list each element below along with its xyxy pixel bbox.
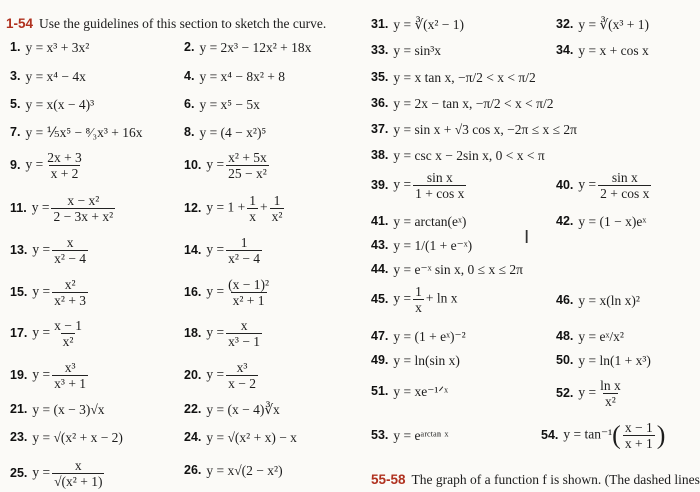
problem-54: 54. y = tan⁻¹( $\frac{x - 1}{x + 1}$ ) bbox=[541, 420, 666, 451]
problem-14: 14. y = $\frac{1}{\text{x² − 4}}$ bbox=[184, 235, 261, 266]
text-cursor-icon: I bbox=[524, 227, 530, 248]
problem-22: 22. y = (x − 4)∛x bbox=[184, 401, 280, 417]
problem-25: 25. y = $\frac{x}{\text{√(x² + 1)}}$ bbox=[10, 458, 103, 489]
problem-34: 34. y = x + cos x bbox=[556, 42, 649, 58]
problem-19: 19. y = $\frac{\text{x³}}{\text{x³ + 1}}$ bbox=[10, 360, 87, 391]
next-section-range: 55-58 bbox=[371, 472, 406, 487]
problem-36: 36. y = 2x − tan x, −π/2 < x < π/2 bbox=[371, 95, 554, 111]
problem-24: 24. y = √(x² + x) − x bbox=[184, 429, 297, 445]
problem-41: 41. y = arctan(eˣ) bbox=[371, 213, 467, 229]
problem-6: 6. y = x⁵ − 5x bbox=[184, 96, 260, 112]
problem-8: 8. y = (4 − x²)⁵ bbox=[184, 124, 267, 140]
problem-13: 13. y = $\frac{x}{\text{x² − 4}}$ bbox=[10, 235, 87, 266]
problem-17: 17. y = $\frac{x - 1}{\text{x²}}$ bbox=[10, 318, 83, 349]
problem-16: 16. y = $\frac{\text{(x − 1)²}}{\text{x² + 1}}$ bbox=[184, 277, 270, 308]
problem-52: 52. y = $\frac{\text{ln x}}{\text{x²}}$ bbox=[556, 378, 621, 409]
problem-38: 38. y = csc x − 2sin x, 0 < x < π bbox=[371, 147, 545, 163]
problem-10: 10. y = $\frac{\text{x² + 5x}}{\text{25 − x²}}$ bbox=[184, 150, 267, 181]
problem-3: 3. y = x⁴ − 4x bbox=[10, 68, 86, 84]
problem-39: 39. y = $\frac{\text{sin x}}{\text{1 + cos x}}$ bbox=[371, 170, 465, 201]
problem-20: 20. y = $\frac{\text{x³}}{x - 2}$ bbox=[184, 360, 257, 391]
problem-4: 4. y = x⁴ − 8x² + 8 bbox=[184, 68, 286, 84]
next-section-header bbox=[371, 472, 700, 488]
next-section-text: The graph of a function f is shown. (The dashed lines bbox=[411, 472, 700, 487]
problem-5: 5. y = x(x − 4)³ bbox=[10, 96, 95, 112]
problem-37: 37. y = sin x + √3 cos x, −2π ≤ x ≤ 2π bbox=[371, 121, 577, 137]
problem-44: 44. y = e⁻ˣ sin x, 0 ≤ x ≤ 2π bbox=[371, 261, 523, 277]
problem-45: 45. y = $\frac{1}{x}$ + ln x bbox=[371, 284, 458, 315]
section-header bbox=[6, 16, 326, 32]
problem-40: 40. y = $\frac{\text{sin x}}{\text{2 + cos x}}$ bbox=[556, 170, 650, 201]
problem-33: 33. y = sin³x bbox=[371, 42, 442, 58]
problem-9: 9. y = $\frac{2x + 3}{x + 2}$ bbox=[10, 150, 82, 181]
problem-21: 21. y = (x − 3)√x bbox=[10, 401, 105, 417]
problem-48: 48. y = eˣ/x² bbox=[556, 328, 624, 344]
problem-7: 7. y = ⅕x⁵ − ⁸⁄₃x³ + 16x bbox=[10, 124, 143, 140]
section-instructions: Use the guidelines of this section to sketch the curve. bbox=[39, 16, 327, 31]
problem-47: 47. y = (1 + eˣ)⁻² bbox=[371, 328, 466, 344]
problem-26: 26. y = x√(2 − x²) bbox=[184, 462, 283, 478]
problem-42: 42. y = (1 − x)eˣ bbox=[556, 213, 647, 229]
problem-1: 1. y = x³ + 3x² bbox=[10, 39, 90, 55]
problem-43: 43. y = 1/(1 + e⁻ˣ) bbox=[371, 237, 473, 253]
problem-2: 2. y = 2x³ − 12x² + 18x bbox=[184, 39, 312, 55]
problem-51: 51. y = xe⁻¹ᐟˣ bbox=[371, 383, 449, 399]
problem-32: 32. y = ∛(x³ + 1) bbox=[556, 16, 650, 32]
problem-18: 18. y = $\frac{x}{\text{x³ − 1}}$ bbox=[184, 318, 261, 349]
problem-46: 46. y = x(ln x)² bbox=[556, 292, 640, 308]
problem-15: 15. y = $\frac{\text{x²}}{\text{x² + 3}}$ bbox=[10, 277, 87, 308]
problem-31: 31. y = ∛(x² − 1) bbox=[371, 16, 465, 32]
problem-50: 50. y = ln(1 + x³) bbox=[556, 352, 651, 368]
problem-11: 11. y = $\frac{\text{x − x²}}{\text{2 − 3x + x²}}$ bbox=[10, 193, 114, 224]
problem-12: 12. y = 1 + $\frac{1}{x}$ + $\frac{1}{\text{x²}}$ bbox=[184, 193, 283, 224]
problem-23: 23. y = √(x² + x − 2) bbox=[10, 429, 123, 445]
problem-53: 53. y = eᵃʳᶜᵗᵃⁿ ˣ bbox=[371, 427, 449, 443]
problem-35: 35. y = x tan x, −π/2 < x < π/2 bbox=[371, 69, 536, 85]
problem-49: 49. y = ln(sin x) bbox=[371, 352, 460, 368]
section-range: 1-54 bbox=[6, 16, 34, 31]
